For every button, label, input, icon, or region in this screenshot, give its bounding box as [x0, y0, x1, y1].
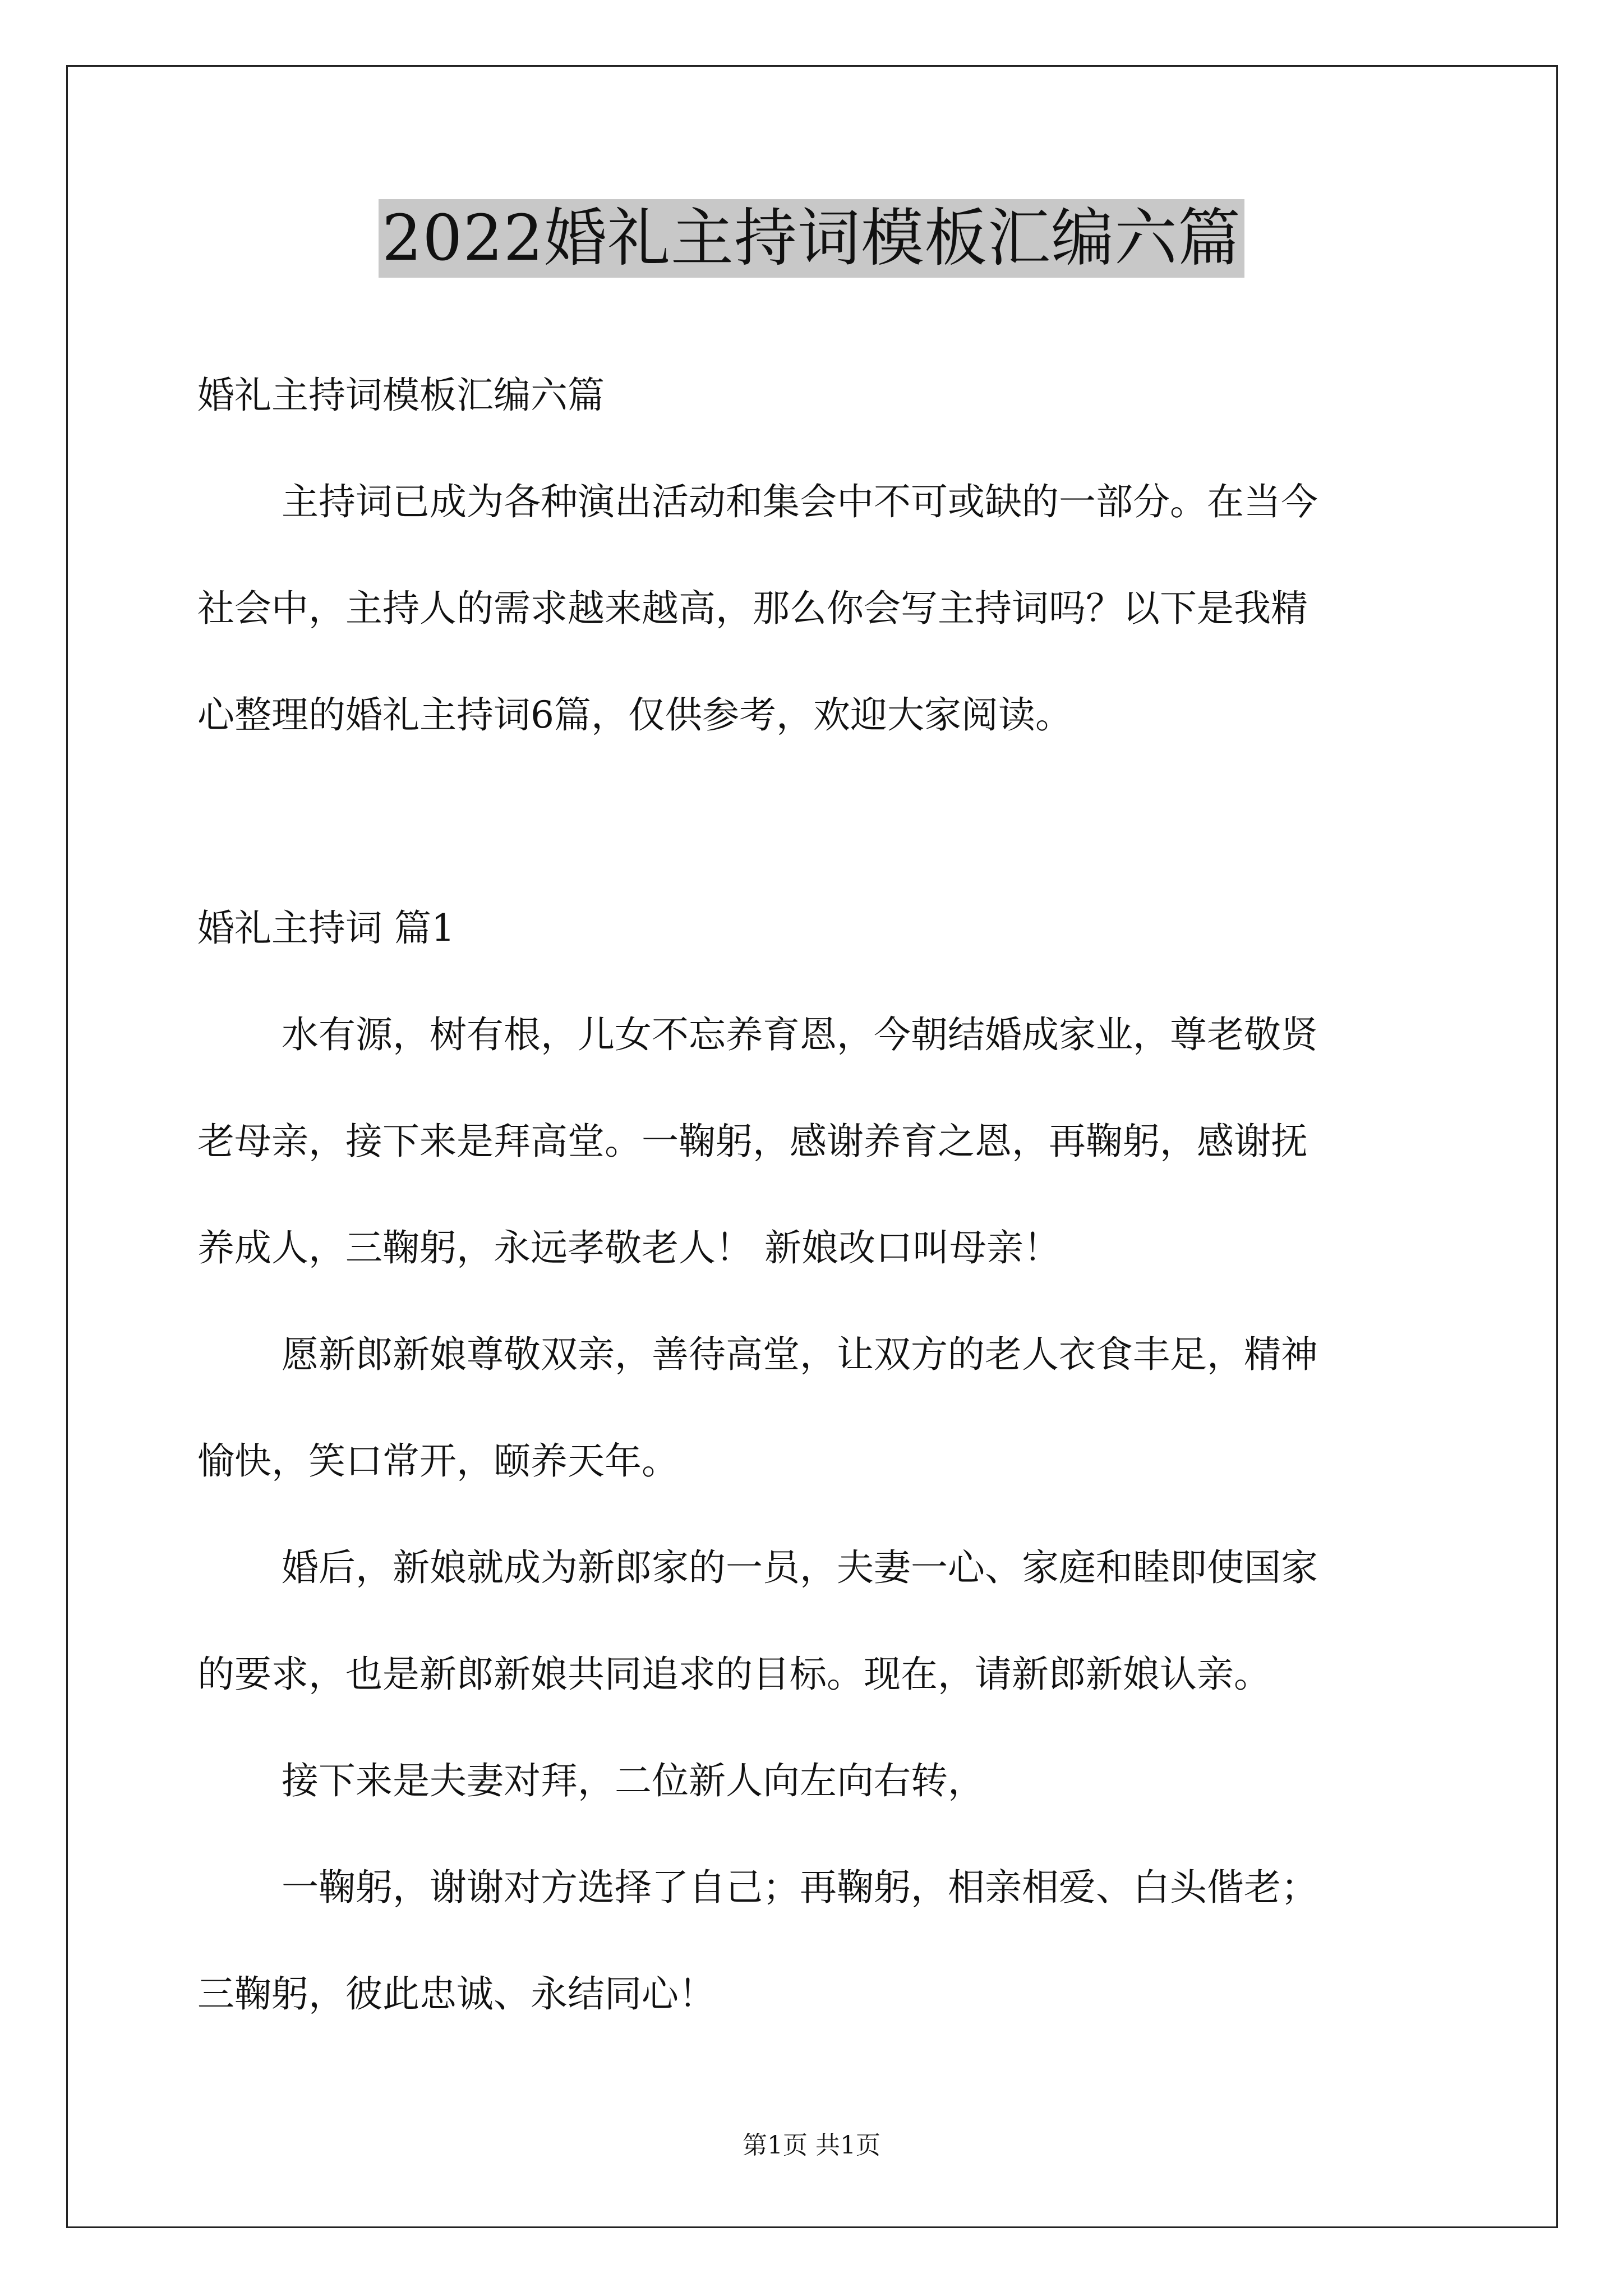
section-line: 接下来是夫妻对拜，二位新人向左向右转， [282, 1759, 985, 1802]
section-line: 婚后，新娘就成为新郎家的一员，夫妻一心、家庭和睦即使国家 [282, 1546, 1318, 1589]
intro-line: 心整理的婚礼主持词6篇，仅供参考，欢迎大家阅读。 [197, 693, 1072, 737]
section-line: 水有源，树有根，儿女不忘养育恩，今朝结婚成家业，尊老敬贤 [282, 1013, 1318, 1056]
section-line: 老母亲，接下来是拜高堂。一鞠躬，感谢养育之恩，再鞠躬，感谢抚 [197, 1120, 1308, 1163]
section-heading: 婚礼主持词 篇1 [197, 907, 455, 950]
intro-line: 主持词已成为各种演出活动和集会中不可或缺的一部分。在当今 [282, 480, 1318, 523]
title-container [0, 199, 1623, 278]
section-line: 愉快，笑口常开，颐养天年。 [197, 1439, 679, 1483]
document-body [197, 342, 1437, 2047]
page-footer: 第1页 共1页 [743, 2131, 880, 2160]
section-line: 三鞠躬，彼此忠诚、永结同心！ [197, 1972, 716, 2016]
document-title: 2022婚礼主持词模板汇编六篇 [379, 199, 1244, 278]
section-line: 一鞠躬，谢谢对方选择了自己；再鞠躬，相亲相爱、白头偕老； [282, 1866, 1318, 1909]
blank-line [197, 769, 1437, 875]
subtitle: 婚礼主持词模板汇编六篇 [197, 374, 605, 417]
section-line: 养成人，三鞠躬，永远孝敬老人！ 新娘改口叫母亲！ [197, 1226, 1061, 1269]
section-line: 的要求，也是新郎新娘共同追求的目标。现在，请新郎新娘认亲。 [197, 1653, 1271, 1696]
section-line: 愿新郎新娘尊敬双亲，善待高堂，让双方的老人衣食丰足，精神 [282, 1333, 1318, 1376]
intro-line: 社会中，主持人的需求越来越高，那么你会写主持词吗？以下是我精 [197, 587, 1308, 630]
